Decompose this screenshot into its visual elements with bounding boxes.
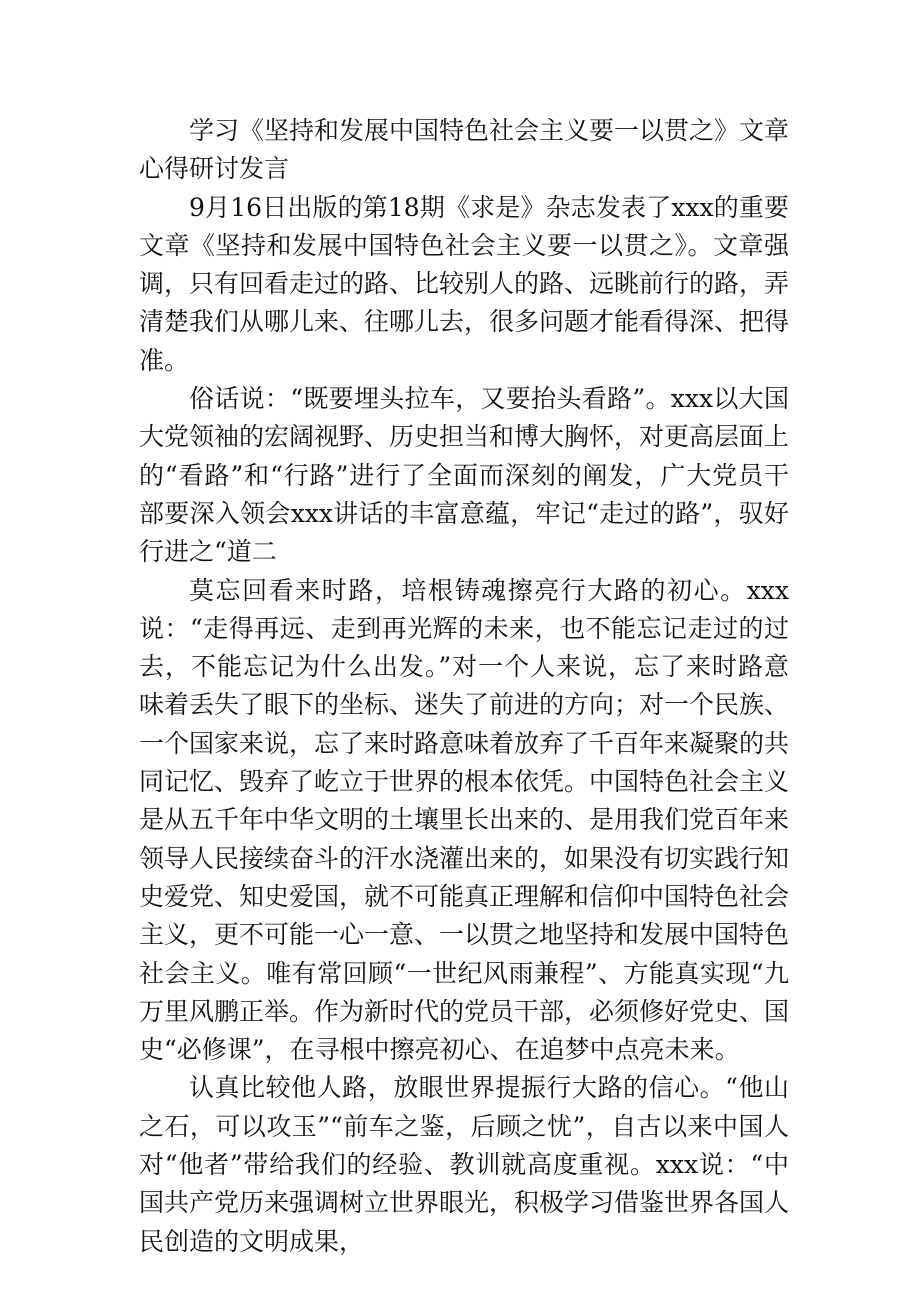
document-title: 学习《坚持和发展中国特色社会主义要一以贯之》文章心得研讨发言 xyxy=(139,116,790,184)
document-page xyxy=(139,112,789,1261)
paragraph-4: 认真比较他人路，放眼世界提振行大路的信心。“他山之石，可以攻玉”“前车之鉴，后顾之忧”，自古以来中国人对“他者”带给我们的经验、教训就高度重视。xxx说：“中国共产党历来强调树立世界眼光，积极学习借鉴世界各国人民创造的文明成果， xyxy=(139,1073,790,1256)
paragraph-3: 莫忘回看来时路，培根铸魂擦亮行大路的初心。xxx说：“走得再远、走到再光辉的未来，也不能忘记走过的过去，不能忘记为什么出发。”对一个人来说，忘了来时路意味着丢失了眼下的坐标、迷失了前进的方向；对一个民族、一个国家来说，忘了来时路意味着放弃了千百年来凝聚的共同记忆、毁弃了屹立于世界的根本依凭。中国特色社会主义是从五千年中华文明的土壤里长出来的、是用我们党百年来领导人民接续奋斗的汗水浇灌出来的，如果没有切实践行知史爱党、知史爱国，就不可能真正理解和信仰中国特色社会主义，更不可能一心一意、一以贯之地坚持和发展中国特色社会主义。唯有常回顾“一世纪风雨兼程”、方能真实现“九万里风鹏正举。作为新时代的党员干部，必须修好党史、国史“必修课”，在寻根中擦亮初心、在追梦中点亮未来。 xyxy=(139,575,790,1065)
paragraph-1: 9月16日出版的第18期《求是》杂志发表了xxx的重要文章《坚持和发展中国特色社会主义要一以贯之》。文章强调，只有回看走过的路、比较别人的路、远眺前行的路，弄清楚我们从哪儿来、往哪儿去，很多问题才能看得深、把得准。 xyxy=(139,192,790,375)
paragraph-2: 俗话说：“既要埋头拉车，又要抬头看路”。xxx以大国大党领袖的宏阔视野、历史担当和博大胸怀，对更高层面上的“看路”和“行路”进行了全面而深刻的阐发，广大党员干部要深入领会xxx讲话的丰富意蕴，牢记“走过的路”，驭好行进之“道二 xyxy=(139,384,790,567)
